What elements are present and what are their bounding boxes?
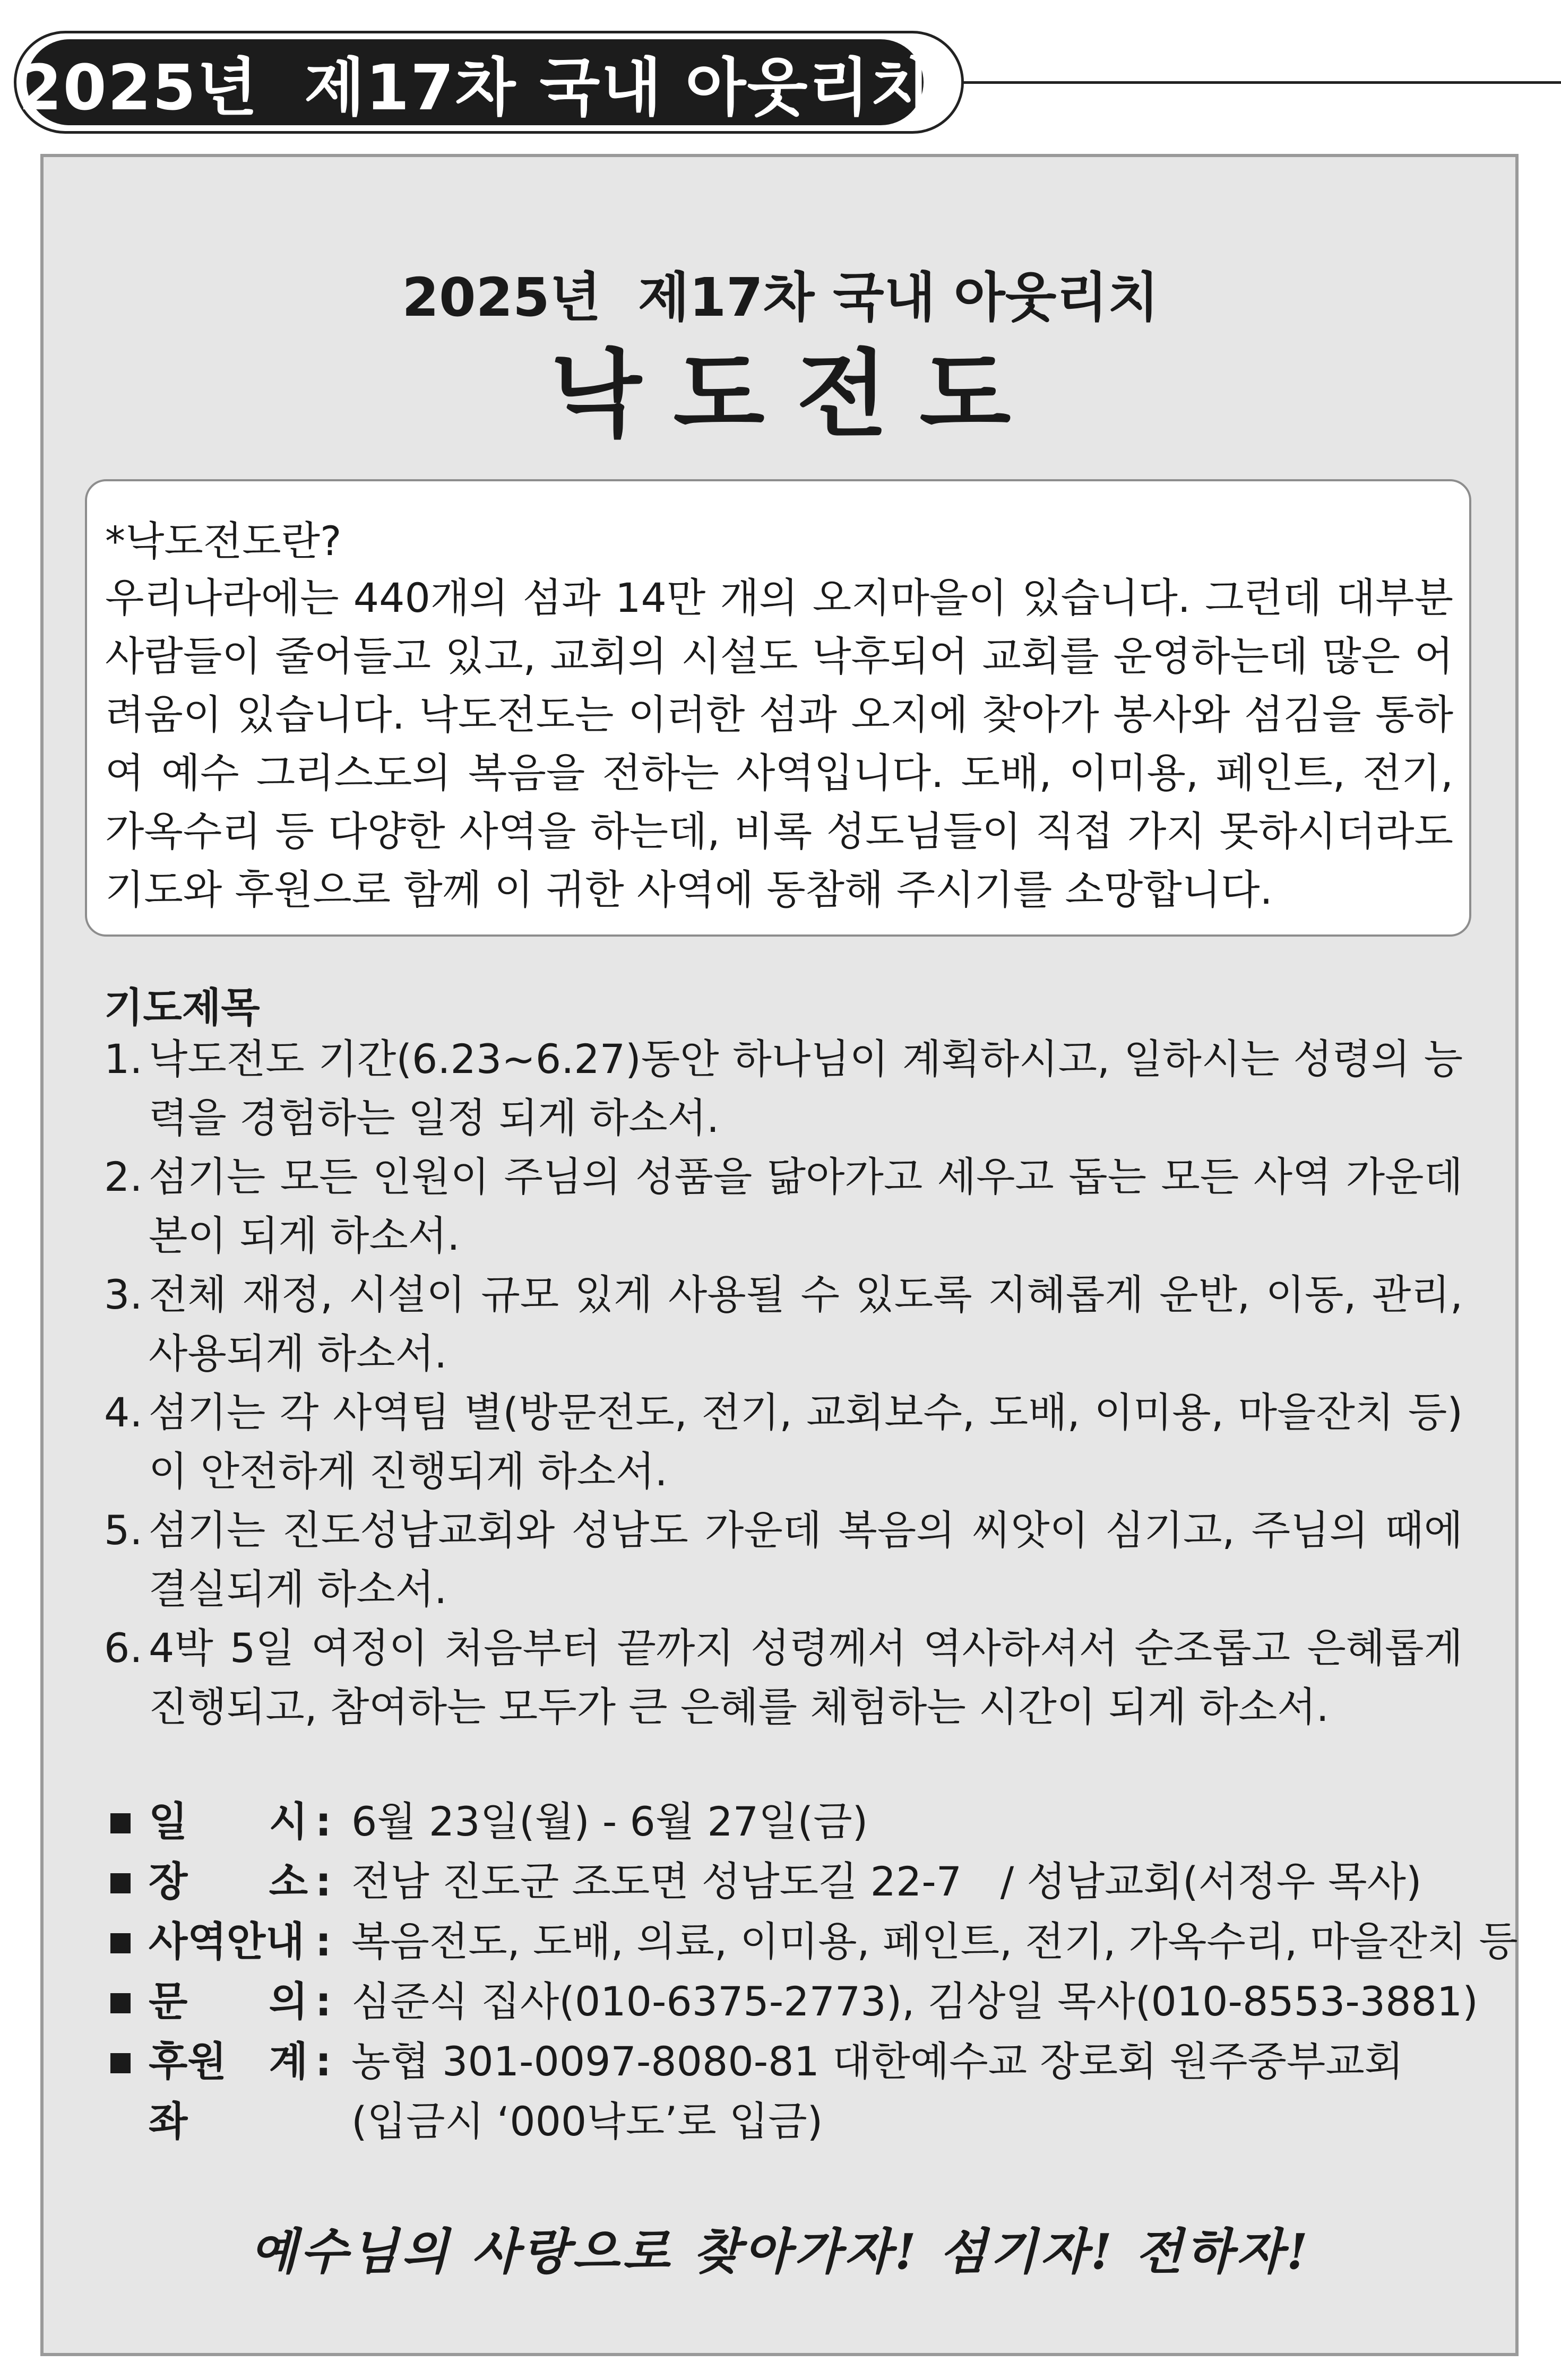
prayer-text: 4박 5일 여정이 처음부터 끝까지 성령께서 역사하셔서 순조롭고 은혜롭게 진행되고, 참여하는 모두가 큰 은혜를 체험하는 시간이 되게 하소서. bbox=[149, 1624, 1463, 1730]
square-bullet-icon bbox=[110, 1993, 131, 2013]
prayer-number: 6. bbox=[104, 1624, 143, 1672]
prayer-text: 섬기는 모든 인원이 주님의 성품을 닮아가고 세우고 돕는 모든 사역 가운데 본이 되게 하소서. bbox=[149, 1153, 1463, 1259]
prayer-list bbox=[104, 1029, 1463, 1736]
prayer-number: 1. bbox=[104, 1035, 143, 1083]
square-bullet-icon bbox=[110, 1933, 131, 1953]
prayer-heading: 기도제목 bbox=[104, 984, 260, 1031]
info-label: 후원 계좌 bbox=[149, 2038, 308, 2145]
prayer-text: 전체 재정, 시설이 규모 있게 사용될 수 있도록 지혜롭게 운반, 이동, 관리, 사용되게 하소서. bbox=[149, 1271, 1463, 1377]
info-label: 장 소 bbox=[149, 1858, 308, 1905]
square-bullet-icon bbox=[110, 1873, 131, 1893]
info-colon: : bbox=[315, 1858, 332, 1905]
header-rule bbox=[962, 81, 1561, 84]
info-value: 심준식 집사(010-6375-2773), 김상일 목사(010-8553-3881) bbox=[351, 1978, 1478, 2025]
info-row-account bbox=[104, 2031, 1484, 2145]
notice-title: 낙도전도 bbox=[550, 340, 1043, 449]
info-value: 농협 301-0097-8080-81 대한예수교 장로회 원주중부교회 bbox=[351, 2038, 1404, 2085]
info-row-date bbox=[104, 1792, 1484, 1851]
info-label: 사역안내 bbox=[149, 1918, 305, 1965]
prayer-number: 4. bbox=[104, 1389, 143, 1436]
info-row-contact bbox=[104, 1971, 1484, 2031]
info-colon: : bbox=[315, 2038, 332, 2085]
prayer-text: 낙도전도 기간(6.23~6.27)동안 하나님이 계획하시고, 일하시는 성령의 능력을 경험하는 일정 되게 하소서. bbox=[149, 1035, 1463, 1141]
info-colon: : bbox=[315, 1978, 332, 2025]
info-value-note: (입금시 ‘000낙도’로 입금) bbox=[351, 2098, 823, 2145]
prayer-item bbox=[104, 1501, 1463, 1619]
slogan: 예수님의 사랑으로 찾아가자! 섬기자! 전하자! bbox=[250, 2223, 1311, 2280]
prayer-item bbox=[104, 1265, 1463, 1383]
info-label: 문 의 bbox=[149, 1978, 308, 2025]
square-bullet-icon bbox=[110, 1813, 131, 1833]
prayer-number: 5. bbox=[104, 1507, 143, 1554]
square-bullet-icon bbox=[110, 2053, 131, 2073]
info-row-ministries bbox=[104, 1911, 1518, 1971]
intro-heading: *낙도전도란? bbox=[105, 517, 342, 565]
prayer-item bbox=[104, 1147, 1463, 1265]
info-colon: : bbox=[315, 1798, 332, 1845]
info-label: 일 시 bbox=[149, 1798, 308, 1845]
info-colon: : bbox=[315, 1918, 332, 1965]
info-value: 복음전도, 도배, 의료, 이미용, 페인트, 전기, 가옥수리, 마을잔치 등 bbox=[351, 1918, 1518, 1965]
info-value: 6월 23일(월) - 6월 27일(금) bbox=[351, 1798, 868, 1845]
intro-body: 우리나라에는 440개의 섬과 14만 개의 오지마을이 있습니다. 그런데 대부분 사람들이 줄어들고 있고, 교회의 시설도 낙후되어 교회를 운영하는데 많은 어려움이 있습니다. 낙도전도는 이러한 섬과 오지에 찾아가 봉사와 섬김을 통하여 예수 그리스도의 복음을 전하는 사역입니다. 도배, 이미용, 페인트, 전기, 가옥수리 등 다양한 사역을 하는데, 비록 성도님들이 직접 가지 못하시더라도 기도와 후원으로 함께 이 귀한 사역에 동참해 주시기를 소망합니다. bbox=[105, 574, 1453, 913]
notice-subtitle: 2025년 제17차 국내 아웃리치 bbox=[402, 266, 1159, 328]
info-value: 전남 진도군 조도면 성남도길 22-7 / 성남교회(서정우 목사) bbox=[351, 1858, 1422, 1905]
header-title: 2025년 제17차 국내 아웃리치 bbox=[18, 51, 932, 124]
prayer-number: 3. bbox=[104, 1271, 143, 1318]
prayer-item bbox=[104, 1619, 1463, 1736]
prayer-item bbox=[104, 1383, 1463, 1501]
prayer-item bbox=[104, 1029, 1463, 1147]
prayer-text: 섬기는 진도성남교회와 성남도 가운데 복음의 씨앗이 심기고, 주님의 때에 결실되게 하소서. bbox=[149, 1507, 1463, 1613]
intro-box bbox=[85, 479, 1471, 937]
info-row-place bbox=[104, 1851, 1484, 1911]
prayer-number: 2. bbox=[104, 1153, 143, 1200]
info-list bbox=[104, 1792, 1518, 2145]
prayer-text: 섬기는 각 사역팀 별(방문전도, 전기, 교회보수, 도배, 이미용, 마을잔치 등)이 안전하게 진행되게 하소서. bbox=[149, 1389, 1463, 1495]
header-banner bbox=[18, 39, 932, 125]
